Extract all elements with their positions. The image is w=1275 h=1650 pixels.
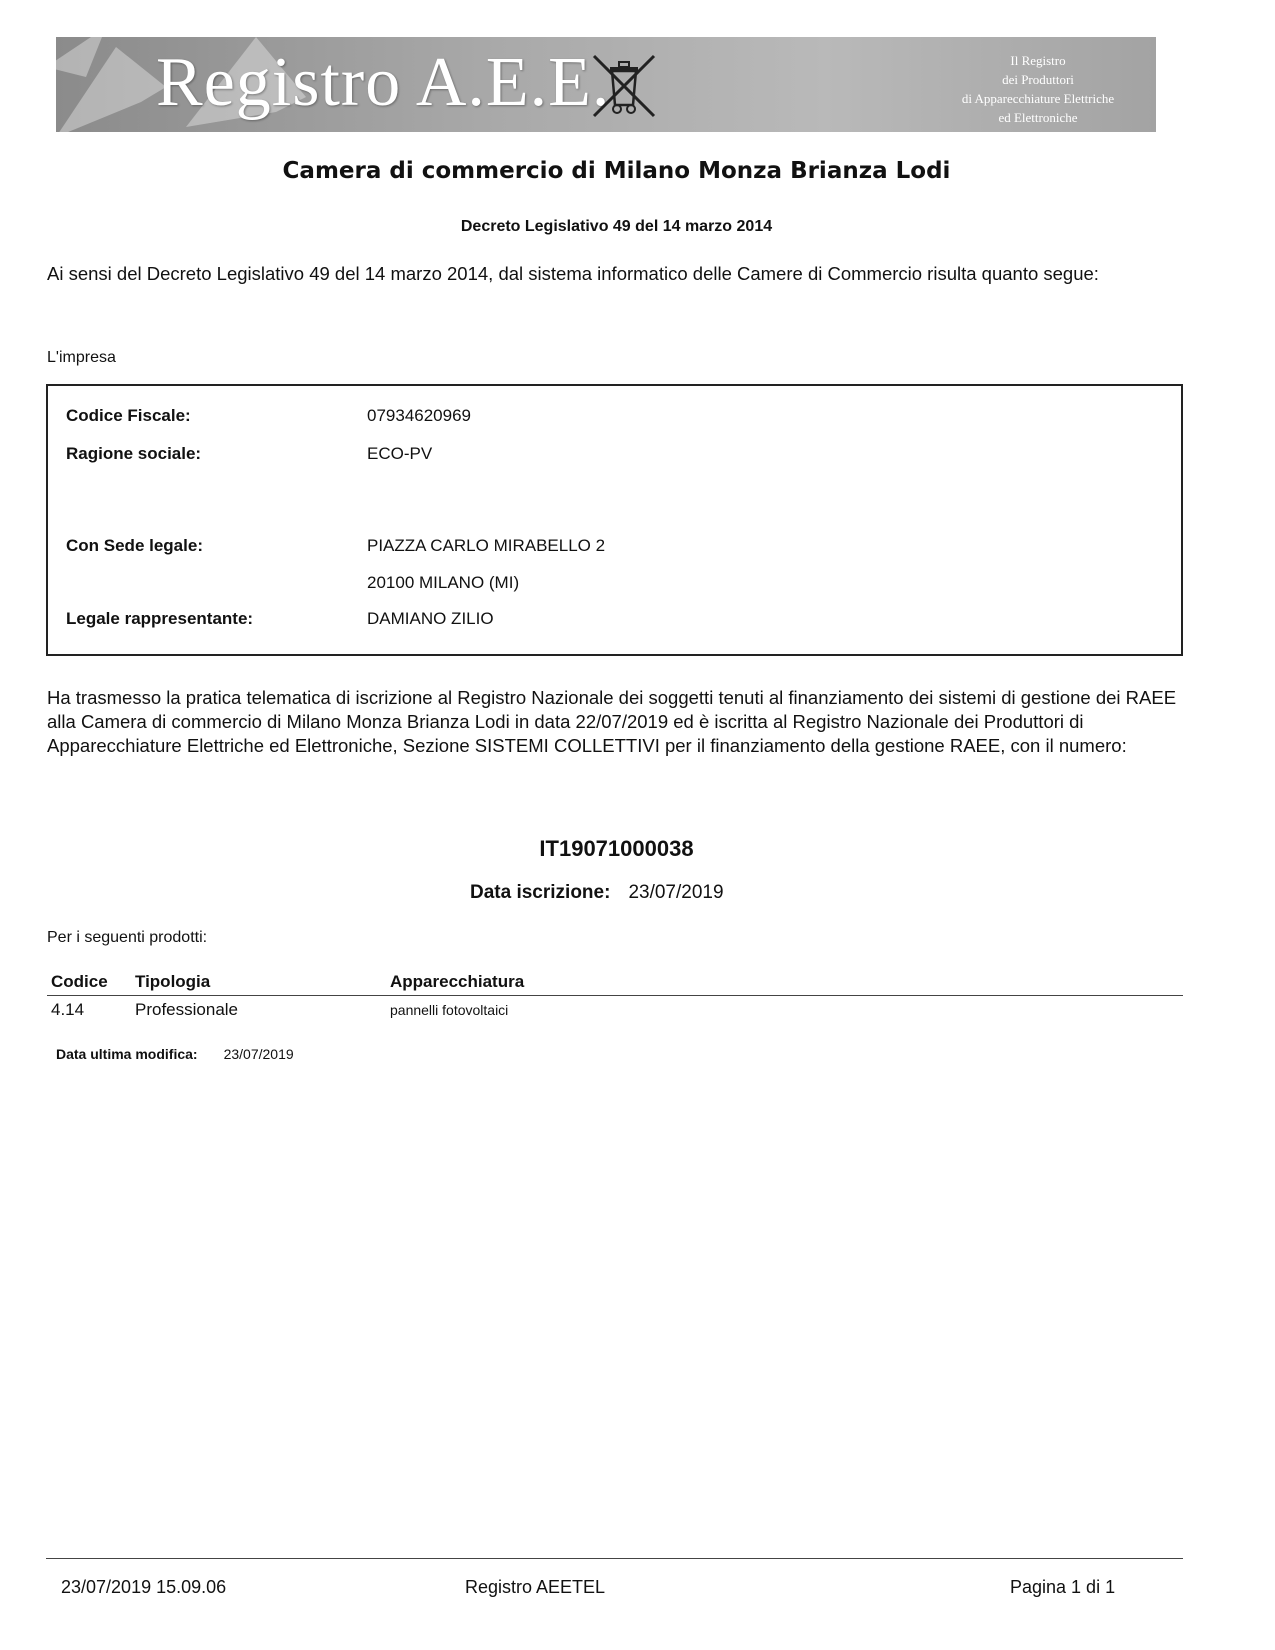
header-apparecchiatura: Apparecchiatura	[390, 972, 525, 991]
sede-legale-city: 20100 MILANO (MI)	[367, 573, 520, 592]
crossed-out-wheelie-bin-icon	[588, 53, 660, 119]
registration-paragraph: Ha trasmesso la pratica telematica di iscrizione al Registro Nazionale dei soggetti tenuti al finanziamento dei sistemi di gestione dei RAEE alla Camera di commercio di Milano Monza Brianza Lodi in data 22/07/2019 ed è iscritta al Registro Nazionale dei Produttori di Apparecchiature Elettriche ed Elettroniche, Sezione SISTEMI COLLETTIVI per il finanziamento della gestione RAEE, con il numero:	[47, 687, 1177, 756]
registro-aee-banner	[56, 37, 1156, 132]
last-modified	[56, 1046, 294, 1062]
banner-title: Registro A.E.E.	[156, 44, 611, 121]
banner-subtitle: Il Registro dei Produttori di Apparecchiature Elettriche ed Elettroniche	[961, 53, 1115, 125]
decree-subtitle: Decreto Legislativo 49 del 14 marzo 2014	[460, 218, 773, 235]
products-table-header	[47, 968, 1183, 996]
header-codice: Codice	[51, 972, 108, 991]
company-info-box	[46, 384, 1183, 656]
legale-rappresentante-label: Legale rappresentante:	[66, 609, 254, 628]
registration-date-value: 23/07/2019	[628, 882, 724, 903]
footer-divider	[46, 1558, 1183, 1559]
products-table	[47, 968, 1183, 1024]
codice-fiscale-value: 07934620969	[367, 406, 472, 425]
ragione-sociale-label: Ragione sociale:	[66, 444, 202, 463]
sede-legale-address: PIAZZA CARLO MIRABELLO 2	[367, 536, 606, 555]
sede-legale-label: Con Sede legale:	[66, 536, 203, 555]
ragione-sociale-value: ECO-PV	[367, 444, 433, 463]
cell-tipologia: Professionale	[135, 1000, 239, 1019]
footer-registry: Registro AEETEL	[465, 1577, 606, 1597]
last-modified-label: Data ultima modifica:	[56, 1046, 198, 1062]
codice-fiscale-label: Codice Fiscale:	[66, 406, 191, 425]
intro-paragraph: Ai sensi del Decreto Legislativo 49 del 14 marzo 2014, dal sistema informatico delle Camere di Commercio risulta quanto segue:	[47, 263, 1099, 284]
legale-rappresentante-value: DAMIANO ZILIO	[367, 609, 494, 628]
footer-page-number: Pagina 1 di 1	[1010, 1577, 1116, 1597]
last-modified-date: 23/07/2019	[223, 1046, 294, 1062]
footer-timestamp: 23/07/2019 15.09.06	[61, 1577, 227, 1597]
registration-number: IT19071000038	[539, 836, 694, 861]
products-label: Per i seguenti prodotti:	[47, 929, 208, 946]
registration-date-label: Data iscrizione:	[470, 882, 611, 903]
table-row	[47, 996, 1183, 1024]
cell-apparecchiatura: pannelli fotovoltaici	[390, 1002, 509, 1018]
registration-date	[470, 882, 724, 904]
chamber-title: Camera di commercio di Milano Monza Brianza Lodi	[282, 158, 951, 184]
cell-codice: 4.14	[51, 1000, 85, 1019]
impresa-label: L'impresa	[47, 349, 116, 366]
header-tipologia: Tipologia	[135, 972, 211, 991]
